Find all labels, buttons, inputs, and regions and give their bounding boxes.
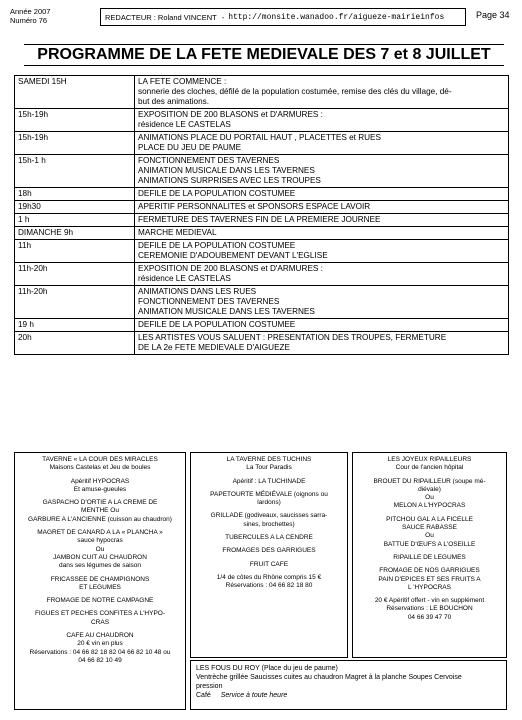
program-time: 20h xyxy=(15,332,135,355)
issue-info xyxy=(10,7,50,25)
program-description xyxy=(135,188,509,201)
menu-line: 20 € vin en plus xyxy=(77,640,123,648)
menu-line: L 'HYPOCRAS xyxy=(408,583,451,591)
program-line: LA FETE COMMENCE : xyxy=(138,77,227,86)
page-number: Page 34 xyxy=(476,10,510,20)
menu-line: FRUIT CAFE xyxy=(249,560,289,568)
program-time: 15h-19h xyxy=(15,132,135,155)
menu-line: GASPACHO D'ORTIE A LA CREME DE xyxy=(42,499,158,507)
fous-menu-line: pression xyxy=(196,683,223,690)
website-url: http://monsite.wanadoo.fr/aigueze-mairieinfos xyxy=(228,12,445,22)
program-line: APERITIF PERSONNALITES et SPONSORS ESPACE LAVOIR xyxy=(138,202,371,211)
menu-line: Ou xyxy=(95,545,105,553)
tavern-des-tuchins xyxy=(190,452,348,658)
program-time: 15h-1 h xyxy=(15,155,135,188)
menu-line: FROMAGE DE NOTRE CAMPAGNE xyxy=(46,597,154,605)
program-line: EXPOSITION DE 200 BLASONS et D'ARMURES : xyxy=(138,264,323,273)
program-row xyxy=(15,214,509,227)
menu-line: FIGUES ET PECHES CONFITES A L'HYPO- xyxy=(34,610,166,618)
program-description xyxy=(135,214,509,227)
program-line: EXPOSITION DE 200 BLASONS et D'ARMURES : xyxy=(138,110,323,119)
program-time: 11h-20h xyxy=(15,263,135,286)
menu-line: Et amuse-gueules xyxy=(73,485,127,493)
program-description xyxy=(135,319,509,332)
program-time: 11h xyxy=(15,240,135,263)
program-row xyxy=(15,319,509,332)
program-time: DIMANCHE 9h xyxy=(15,227,135,240)
program-line: ANIMATION MUSICALE DANS LES TAVERNES xyxy=(138,307,315,316)
menu-line: FROMAGES DES GARRIGUES xyxy=(222,547,316,555)
menu-line: SAUCE RABASSE xyxy=(402,524,457,532)
program-row xyxy=(15,332,509,355)
menu-line: Ou xyxy=(425,494,434,502)
menu-line: Réservations : 04 66 82 18 82 04 66 82 10 48 ou xyxy=(29,648,171,656)
menu-line: 1/4 de côtes du Rhône compris 15 € xyxy=(216,573,322,581)
program-row xyxy=(15,201,509,214)
program-line: DEFILE DE LA POPULATION COSTUMEE xyxy=(138,320,296,329)
menu-line: Apéritif : LA TUCHINADE xyxy=(232,477,306,485)
program-row xyxy=(15,263,509,286)
program-time: 15h-19h xyxy=(15,109,135,132)
program-row xyxy=(15,240,509,263)
menu-line: lardons) xyxy=(257,499,281,507)
program-line: PLACE DU JEU DE PAUME xyxy=(138,143,242,152)
menu-line: ET LEGUMES xyxy=(79,583,121,591)
program-description xyxy=(135,109,509,132)
program-row xyxy=(15,286,509,319)
menu-line: sauce hypocras xyxy=(77,537,123,545)
program-row xyxy=(15,227,509,240)
editor-name: REDACTEUR : Roland VINCENT xyxy=(105,12,217,22)
fous-cafe: Café xyxy=(196,692,211,699)
menu-line: LES JOYEUX RIPAILLEURS xyxy=(387,456,472,463)
program-line: ANIMATION MUSICALE DANS LES TAVERNES xyxy=(138,166,315,175)
program-description xyxy=(135,332,509,355)
menu-line: TUBERCULES A LA CENDRE xyxy=(225,534,313,542)
menu-line: 20 € Apéritif offert - vin en supplément xyxy=(374,597,485,605)
menu-line: BATTUE D'ŒUFS A L'OSEILLE xyxy=(383,540,476,548)
tavern-fous-du-roy xyxy=(190,660,507,710)
menu-line: JAMBON CUIT AU CHAUDRON xyxy=(53,553,147,561)
program-description xyxy=(135,263,509,286)
program-line: LES ARTISTES VOUS SALUENT : PRESENTATION DES TROUPES, FERMETURE xyxy=(138,333,447,342)
menu-line: dans ses légumes de saison xyxy=(58,562,142,570)
program-line: ANIMATIONS SURPRISES AVEC LES TROUPES xyxy=(138,176,321,185)
program-description xyxy=(135,201,509,214)
program-description xyxy=(135,76,509,109)
program-line: DE LA 2e FETE MEDIEVALE D'AIGUEZE xyxy=(138,343,291,352)
menu-line: LA TAVERNE DES TUCHINS xyxy=(226,456,312,463)
program-description xyxy=(135,155,509,188)
program-description xyxy=(135,227,509,240)
menu-line: Ou xyxy=(425,532,434,540)
menu-line: MENTHE Ou xyxy=(81,507,119,515)
program-line: FERMETURE DES TAVERNES FIN DE LA PREMIERE JOURNEE xyxy=(138,215,381,224)
menu-line: PAPETOURTE MÉDIÉVALE (oignons ou xyxy=(210,490,328,498)
program-time: 1 h xyxy=(15,214,135,227)
program-line: FONCTIONNEMENT DES TAVERNES xyxy=(138,297,280,306)
menu-line: BROUET DU RIPAILLEUR (soupe mé- xyxy=(373,477,486,485)
menu-line: GARBURE A L'ANCIENNE (cuisson au chaudron) xyxy=(28,515,172,523)
program-line: FONCTIONNEMENT DES TAVERNES xyxy=(138,156,280,165)
menu-line: 04 66 39 47 70 xyxy=(407,613,452,621)
program-row xyxy=(15,132,509,155)
program-row xyxy=(15,155,509,188)
fous-service: Service à toute heure xyxy=(220,692,288,699)
menu-line: MAGRET DE CANARD A LA « PLANCHA » xyxy=(37,529,163,537)
program-time: SAMEDI 15H xyxy=(15,76,135,109)
issue-year: Année 2007 xyxy=(10,7,51,16)
tavern-joyeux-ripailleurs xyxy=(352,452,507,658)
menu-line: diévale) xyxy=(418,485,441,493)
menu-line: La Tour Paradis xyxy=(246,464,292,472)
program-line: ANIMATIONS DANS LES RUES xyxy=(138,287,257,296)
program-line: CEREMONIE D'ADOUBEMENT DEVANT L'EGLISE xyxy=(138,251,328,260)
program-time: 19h30 xyxy=(15,201,135,214)
menu-line: CRAS xyxy=(90,618,110,626)
menu-line: FRICASSEE DE CHAMPIGNONS xyxy=(50,575,150,583)
menu-line: RIPAILLE DE LEGUMES xyxy=(393,553,466,561)
menu-line: GRILLADE (godiveaux, saucisses sarra- xyxy=(210,512,328,520)
program-line: MARCHE MEDIEVAL xyxy=(138,228,217,237)
program-line: DEFILE DE LA POPULATION COSTUMEE xyxy=(138,241,296,250)
program-time: 11h-20h xyxy=(15,286,135,319)
program-row xyxy=(15,188,509,201)
program-line: but des animations. xyxy=(138,97,210,106)
menu-line: 04 66 82 10 49 xyxy=(78,656,122,664)
menu-line: sines, brochettes) xyxy=(243,520,295,528)
editor-banner xyxy=(100,8,466,26)
page-title: PROGRAMME DE LA FETE MEDIEVALE DES 7 et 8 JUILLET xyxy=(24,44,504,66)
program-line: sonnerie des cloches, défilé de la population costumée, remise des clés du village, dé- xyxy=(138,87,452,96)
program-line: résidence LE CASTELAS xyxy=(138,274,231,283)
program-line: DEFILE DE LA POPULATION COSTUMEE xyxy=(138,189,296,198)
fous-menu-line: Ventrèche grillée Saucisses cuites au chaudron Magret à la planche Soupes Cervoise xyxy=(196,674,462,681)
menu-line: PAIN D'EPICES ET SES FRUITS A xyxy=(378,575,481,583)
menu-line: Réservations : LE BOUCHON xyxy=(386,605,473,613)
menu-line: CAFE AU CHAUDRON xyxy=(66,632,134,640)
menu-line: Réservations : 04 66 82 18 80 xyxy=(225,582,313,590)
menu-line: MELON A L'HYPOCRAS xyxy=(393,502,466,510)
program-row xyxy=(15,76,509,109)
program-time: 19 h xyxy=(15,319,135,332)
program-row xyxy=(15,109,509,132)
tavern-cour-des-miracles xyxy=(14,452,186,710)
menu-line: Apéritif HYPOCRAS xyxy=(70,477,130,485)
fous-title: LES FOUS DU ROY (Place du jeu de paume) xyxy=(196,665,338,672)
menu-line: TAVERNE « LA COUR DES MIRACLES xyxy=(42,456,158,463)
menu-line: PITCHOU GAL A LA FICELLE xyxy=(386,515,473,523)
program-description xyxy=(135,240,509,263)
issue-number: Numéro 76 xyxy=(10,16,48,25)
program-table xyxy=(14,75,509,355)
separator: - xyxy=(221,12,225,22)
program-description xyxy=(135,286,509,319)
menu-line: Maisons Castelas et Jeu de boules xyxy=(49,464,151,472)
program-description xyxy=(135,132,509,155)
program-line: ANIMATIONS PLACE DU PORTAIL HAUT , PLACETTES et RUES xyxy=(138,133,381,142)
program-line: résidence LE CASTELAS xyxy=(138,120,231,129)
menu-line: FROMAGE DE NOS GARRIGUES xyxy=(379,567,480,575)
menu-line: Cour de l'ancien hôpital xyxy=(395,464,464,472)
program-time: 18h xyxy=(15,188,135,201)
